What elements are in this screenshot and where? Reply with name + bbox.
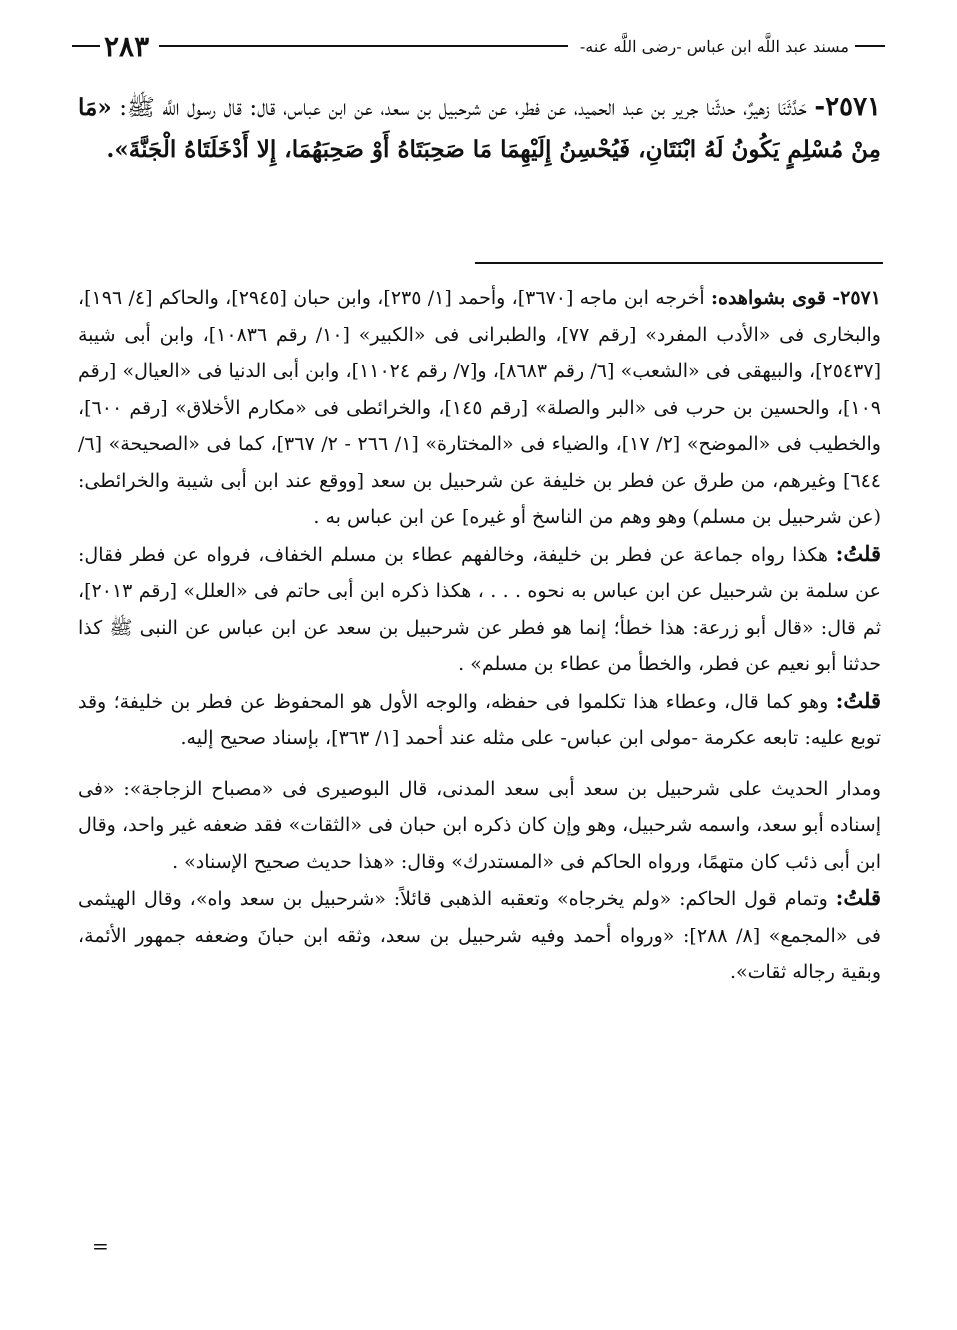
hadith-isnad: حَدَّثَنَا زهيرٌ، حدثّنا جرير بن عبد الحميد، عن فطر، عن شرحبيل بن سعد، عن ابن عباس، قال: قال رسول اللَّه ﷺ:	[119, 95, 807, 121]
comment-lead: قلتُ:	[835, 885, 882, 910]
book-title: مسند عبد اللَّه ابن عباس -رضى اللَّه عنه-	[579, 36, 849, 56]
hadith-text	[78, 86, 881, 171]
comment-lead: قلتُ:	[835, 687, 881, 713]
comment-text: وتمام قول الحاكم: «ولم يخرجاه» وتعقبه الذهبى قائلاً: «شرحبيل بن سعد واه»، وقال الهيثمى فى «المجمع» [٨/ ٢٨٨]: «ورواه أحمد وفيه شرحبيل بن سعد، وثقه ابن حبانَ وضعفه جمهور الأئمة، وبقية رجاله ثقات».	[78, 888, 882, 983]
comment-lead: قلتُ:	[835, 540, 881, 566]
continuation-mark: =	[92, 1234, 109, 1258]
comment-paragraph	[78, 880, 881, 991]
comment-text: هكذا رواه جماعة عن فطر بن خليفة، وخالفهم عطاء بن مسلم الخفاف، فرواه عن فطر فقال: عن سلمة بن شرحبيل عن ابن عباس به نحوه . . . ، هكذا ذكره ابن أبى حاتم فى «العلل» [رقم ٢٠١٣]، ثم قال: «قال أبو زرعة: هذا خطأ؛ إنما هو فطر عن شرحبيل بن سعد عن ابن عباس عن النبى ﷺ كذا حدثنا أبو نعيم عن فطر، والخطأ من عطاء بن مسلم» .	[78, 543, 881, 675]
takhrij-grade: قوى بشواهده:	[710, 287, 826, 309]
header-dash-end	[72, 45, 100, 47]
footnote-separator	[475, 262, 883, 264]
takhrij-paragraph	[78, 280, 881, 536]
comment-text: وهو كما قال، وعطاء هذا تكلموا فى حفظه، والوجه الأول هو المحفوظ عن فطر بن خليفة؛ وقد توبع عليه: تابعه عكرمة -مولى ابن عباس- على مثله عند أحمد [١/ ٣٦٣]، بإسناد صحيح إليه.	[78, 690, 881, 749]
madar-text: ومدار الحديث على شرحبيل بن سعد أبى سعد المدنى، قال البوصيرى فى «مصباح الزجاجة»: «فى إسناده أبو سعد، واسمه شرحبيل، وهو وإن كان ذكره ابن حبان فى «الثقات» فقد ضعفه غير واحد، وقال ابن أبى ذئب كان متهمًا، ورواه الحاكم فى «المستدرك» وقال: «هذا حديث صحيح الإسناد» .	[78, 777, 881, 873]
header-rule	[159, 45, 568, 47]
footnotes	[78, 280, 881, 991]
comment-paragraph	[78, 683, 881, 757]
page-header	[72, 28, 885, 64]
madar-paragraph	[78, 771, 881, 881]
header-dash	[855, 45, 885, 47]
takhrij-number: ٢٥٧١-	[832, 287, 881, 309]
comment-paragraph	[78, 536, 881, 683]
hadith-matn: «مَا مِنْ مُسْلِمٍ يَكُونُ لَهُ ابْنَتَانِ، فَيُحْسِنُ إِلَيْهِمَا مَا صَحِبَتَاهُ أَوْ صَحِبَهُمَا، إِلا أَدْخَلَتَاهُ الْجَنَّةَ».	[78, 94, 881, 163]
takhrij-text: أخرجه ابن ماجه [٣٦٧٠]، وأحمد [١/ ٢٣٥]، وابن حبان [٢٩٤٥]، والحاكم [٤/ ١٩٦]، والبخارى فى «الأدب المفرد» [رقم ٧٧]، والطبرانى فى «الكبير» [١٠/ رقم ١٠٨٣٦]، وابن أبى شيبة [٢٥٤٣٧]، والبيهقى فى «الشعب» [٦/ رقم ٨٦٨٣]، و[٧/ رقم ١١٠٢٤]، وابن أبى الدنيا فى «العيال» [رقم ١٠٩]، والحسين بن حرب فى «البر والصلة» [رقم ١٤٥]، والخرائطى فى «مكارم الأخلاق» [رقم ٦٠٠]، والخطيب فى «الموضح» [٢/ ١٧]، والضياء فى «المختارة» [١/ ٢٦٦ - ٢/ ٣٦٧]، كما فى «الصحيحة» [٦/ ٦٤٤] وغيرهم، من طرق عن فطر بن خليفة عن شرحبيل بن سعد [ووقع عند ابن أبى شيبة والخرائطى: (عن شرحبيل بن مسلم) وهو وهم من الناسخ أو غيره] عن ابن عباس به .	[78, 287, 881, 528]
page-number: ٢٨٣	[104, 29, 150, 63]
hadith-number: ٢٥٧١-	[814, 92, 882, 122]
